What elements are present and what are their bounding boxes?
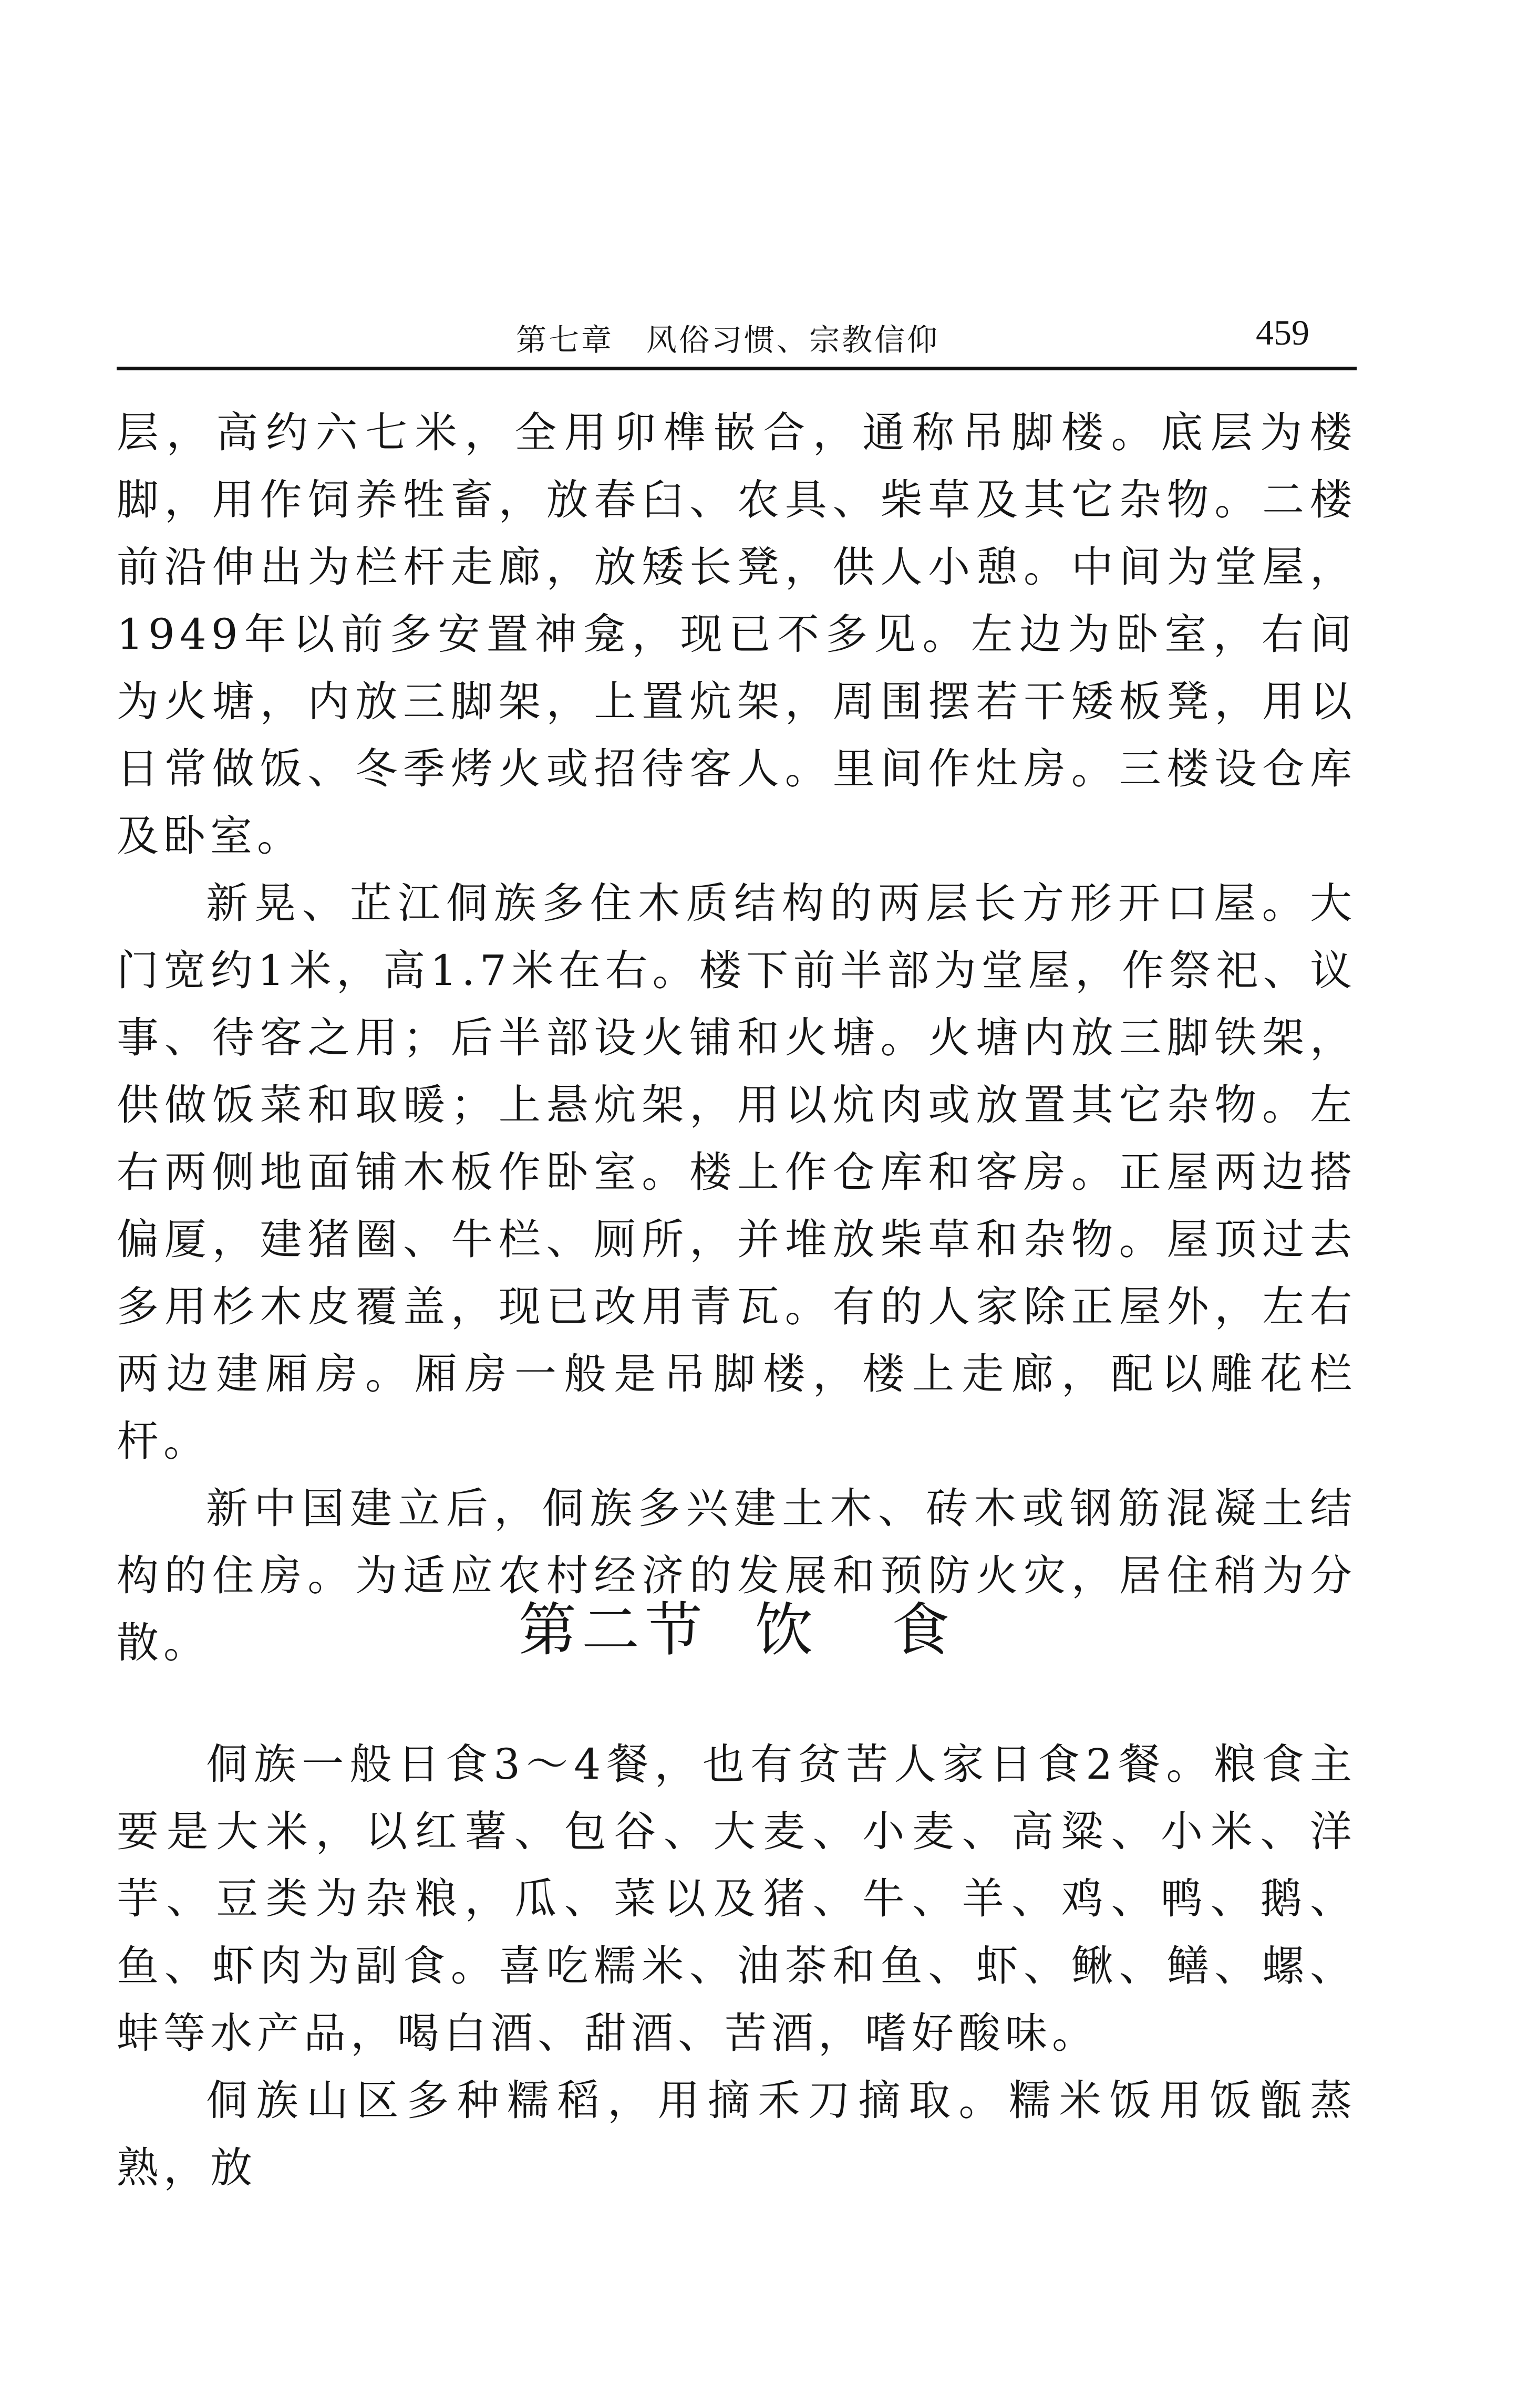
running-head: 第七章 风俗习惯、宗教信仰 xyxy=(516,322,940,358)
paragraph-glutinous-rice: 侗族山区多种糯稻，用摘禾刀摘取。糯米饭用饭甑蒸熟，放 xyxy=(117,2076,1357,2192)
paragraph-continued: 层，高约六七米，全用卯榫嵌合，通称吊脚楼。底层为楼脚，用作饲养牲畜，放春臼、农具、柴草及其它杂物。二楼前沿伸出为栏杆走廊，放矮长凳，供人小憩。中间为堂屋，1949年以前多安置神龛，现已不多见。左边为卧室，右间为火塘，内放三脚架，上置炕架，周围摆若干矮板凳，用以日常做饭、冬季烤火或招待客人。里间作灶房。三楼设仓库及卧室。 xyxy=(117,408,1357,860)
body-text xyxy=(117,399,1357,1677)
section-number: 第二节 xyxy=(519,1596,708,1664)
page-number: 459 xyxy=(1256,313,1309,352)
section-title-char-2: 食 xyxy=(892,1596,955,1664)
section-body xyxy=(117,1731,1357,2202)
section-title-char-1: 饮 xyxy=(755,1596,818,1664)
paragraph-diet: 侗族一般日食3～4餐，也有贫苦人家日食2餐。粮食主要是大米，以红薯、包谷、大麦、小麦、高粱、小米、洋芋、豆类为杂粮，瓜、菜以及猪、牛、羊、鸡、鸭、鹅、鱼、虾肉为副食。喜吃糯米、油茶和鱼、虾、鳅、鳝、螺、蚌等水产品，喝白酒、甜酒、苦酒，嗜好酸味。 xyxy=(117,1740,1357,2058)
header-rule xyxy=(117,367,1357,370)
paragraph-xinhuang-houses: 新晃、芷江侗族多住木质结构的两层长方形开口屋。大门宽约1米，高1.7米在右。楼下前半部为堂屋，作祭祀、议事、待客之用；后半部设火铺和火塘。火塘内放三脚铁架，供做饭菜和取暖；上悬炕架，用以炕肉或放置其它杂物。左右两侧地面铺木板作卧室。楼上作仓库和客房。正屋两边搭偏厦，建猪圈、牛栏、厕所，并堆放柴草和杂物。屋顶过去多用杉木皮覆盖，现已改用青瓦。有的人家除正屋外，左右两边建厢房。厢房一般是吊脚楼，楼上走廊，配以雕花栏杆。 xyxy=(117,879,1357,1466)
paragraph-new-china-housing: 新中国建立后，侗族多兴建土木、砖木或钢筋混凝土结构的住房。为适应农村经济的发展和预防火灾，居住稍为分散。 xyxy=(117,1484,1357,1667)
section-heading xyxy=(117,1584,1357,1667)
page-header xyxy=(117,299,1357,368)
